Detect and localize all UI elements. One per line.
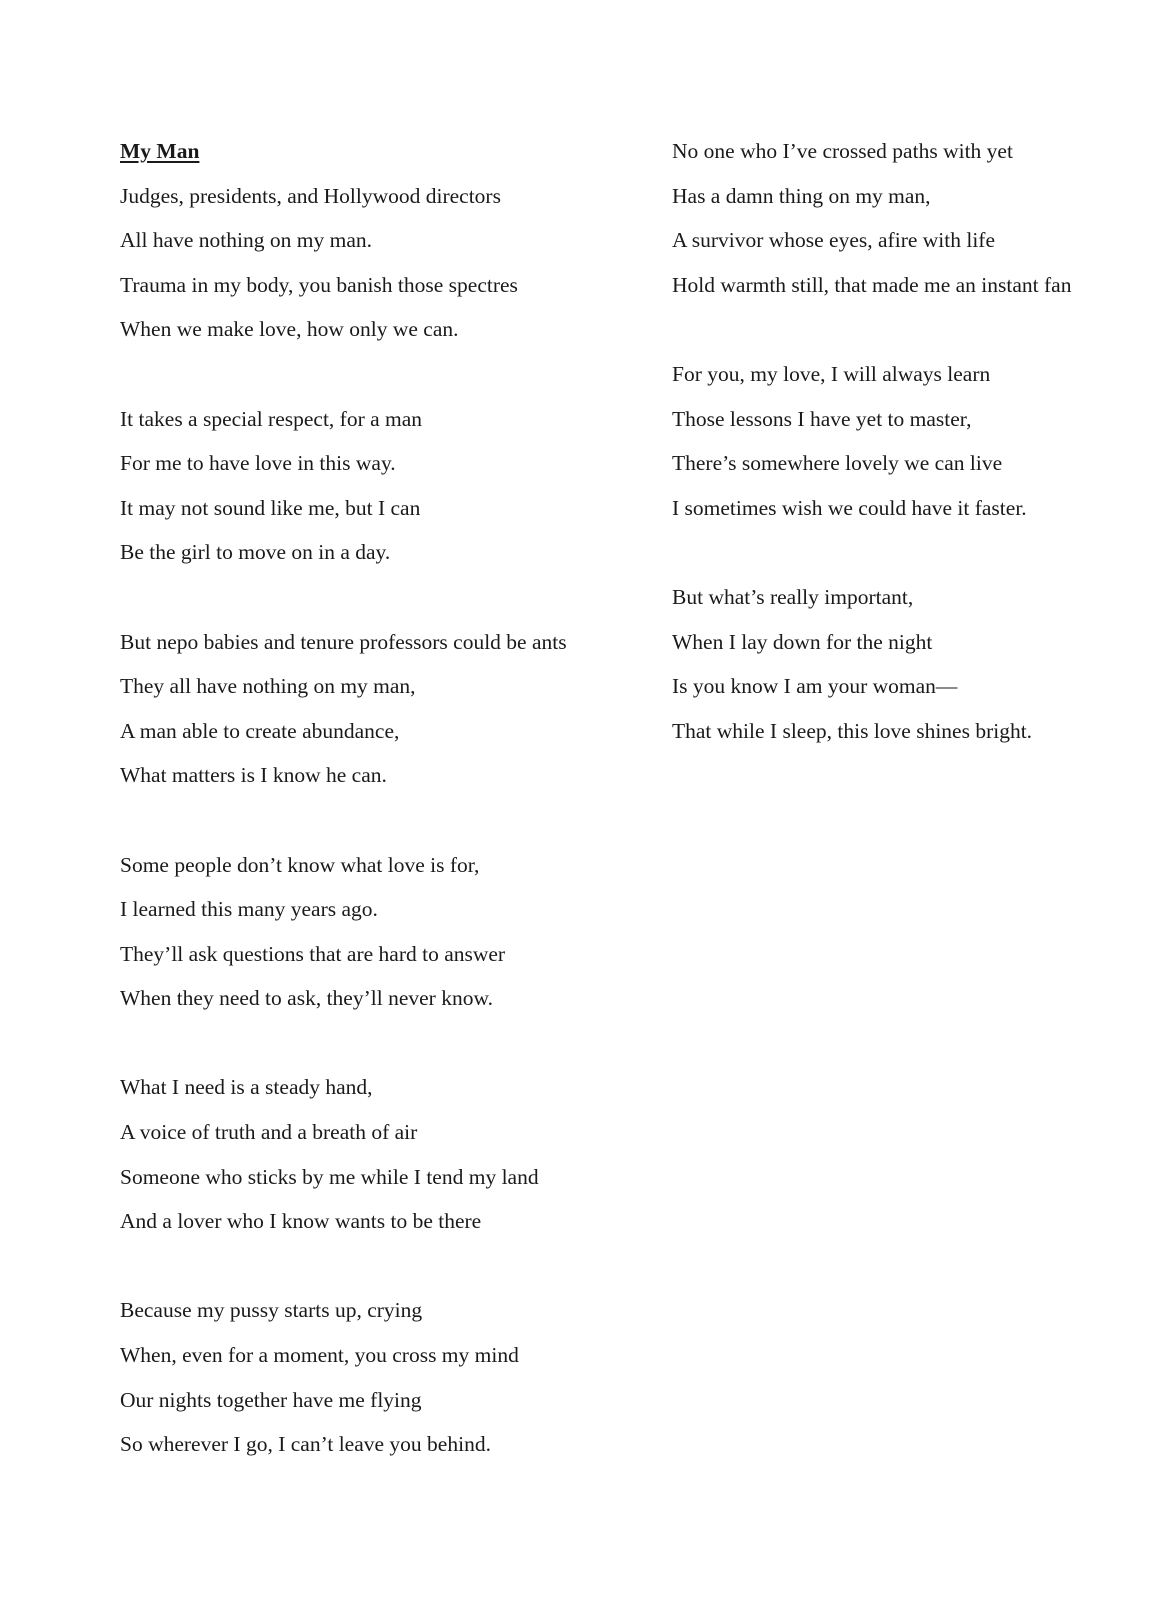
stanza (120, 1288, 620, 1466)
poem-line: When we make love, how only we can. (120, 317, 459, 342)
poem-line: Some people don’t know what love is for, (120, 852, 480, 877)
poem-line: I sometimes wish we could have it faster. (672, 495, 1027, 520)
stanza (120, 174, 620, 352)
poem-line: When I lay down for the night (672, 629, 933, 654)
poem-line: Hold warmth still, that made me an instant fan (672, 272, 1072, 297)
poem-line: All have nothing on my man. (120, 228, 372, 253)
stanza-break (120, 575, 620, 620)
poem-line: Someone who sticks by me while I tend my land (120, 1164, 539, 1189)
poem-line: A voice of truth and a breath of air (120, 1120, 418, 1145)
poem-line: So wherever I go, I can’t leave you behind. (120, 1432, 491, 1457)
stanza (672, 129, 1142, 307)
left-column (120, 129, 620, 1467)
poem-line: For you, my love, I will always learn (672, 361, 991, 386)
poem-line: That while I sleep, this love shines bright. (672, 718, 1033, 743)
poem-line: There’s somewhere lovely we can live (672, 451, 1003, 476)
poem-title: My Man (120, 139, 200, 163)
poem-line: Be the girl to move on in a day. (120, 540, 391, 565)
poem-line: A man able to create abundance, (120, 718, 400, 743)
stanza-break (120, 798, 620, 843)
stanza (120, 1065, 620, 1243)
poem-line: A survivor whose eyes, afire with life (672, 228, 996, 253)
stanza (672, 352, 1142, 530)
right-column (672, 129, 1142, 753)
poem-line: No one who I’ve crossed paths with yet (672, 139, 1013, 163)
stanza (672, 575, 1142, 753)
poem-line: Those lessons I have yet to master, (672, 406, 972, 431)
poem-line: When they need to ask, they’ll never know. (120, 986, 493, 1011)
poem-line: Judges, presidents, and Hollywood directors (120, 183, 501, 208)
poem-line: What I need is a steady hand, (120, 1075, 373, 1100)
poem-line: Our nights together have me flying (120, 1387, 422, 1412)
stanza-break (672, 530, 1142, 575)
poem-line: They all have nothing on my man, (120, 674, 416, 699)
poem-line: When, even for a moment, you cross my mind (120, 1343, 519, 1368)
stanza-break (120, 352, 620, 397)
poem-line: And a lover who I know wants to be there (120, 1209, 482, 1234)
stanza-break (672, 307, 1142, 352)
poem-line: But what’s really important, (672, 584, 914, 609)
poem-line: They’ll ask questions that are hard to answer (120, 941, 506, 966)
poem-line: Is you know I am your woman— (672, 674, 958, 699)
stanza (120, 843, 620, 1021)
poem-line: Trauma in my body, you banish those spectres (120, 272, 518, 297)
stanza-break (120, 1021, 620, 1066)
stanza (120, 620, 620, 798)
poem-line: It takes a special respect, for a man (120, 406, 423, 431)
poem-line: But nepo babies and tenure professors could be ants (120, 629, 567, 654)
stanza-break (120, 1244, 620, 1289)
poem-line: For me to have love in this way. (120, 451, 396, 476)
poem-line: Has a damn thing on my man, (672, 183, 931, 208)
poem-line: It may not sound like me, but I can (120, 495, 421, 520)
stanza (120, 397, 620, 575)
poem-line: What matters is I know he can. (120, 763, 387, 788)
poem-line: I learned this many years ago. (120, 897, 378, 922)
poem-line: Because my pussy starts up, crying (120, 1298, 423, 1323)
